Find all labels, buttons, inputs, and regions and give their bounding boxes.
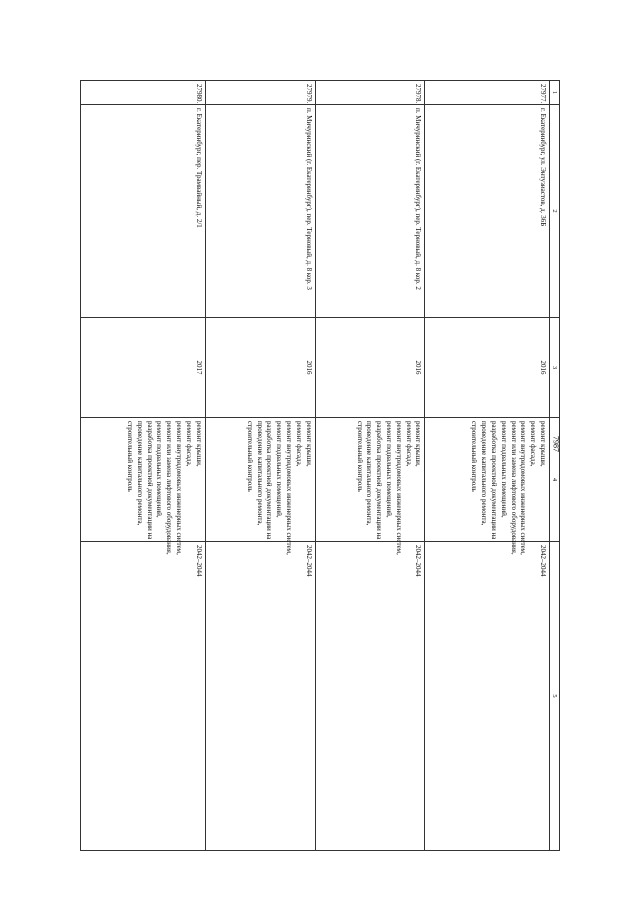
row-number: 27980.: [81, 81, 206, 105]
work-item: проведение капитального ремонта,: [255, 421, 264, 526]
work-item: разработка проектной документации на: [375, 421, 384, 540]
work-item: строительный контроль: [126, 421, 135, 492]
work-item: ремонт крыши,: [414, 421, 423, 467]
work-item: ремонт подвальных помещений,: [155, 421, 164, 518]
column-header: 1: [550, 81, 560, 105]
work-item: проведение капитального ремонта,: [135, 421, 144, 526]
address-cell: п. Мичуринский (г. Екатеринбург), пер. Терновый, д. 8 кор. 3: [205, 105, 315, 318]
table-row: [81, 81, 206, 851]
work-item: ремонт фасада,: [184, 421, 193, 467]
address-cell: п. Мичуринский (г. Екатеринбург), пер. Терновый, д. 8 кор. 2: [315, 105, 425, 318]
work-item: строительный контроль: [245, 421, 254, 492]
work-item: разработка проектной документации на: [145, 421, 154, 540]
work-item: проведение капитального ремонта,: [480, 421, 489, 526]
work-item: ремонт фасада,: [404, 421, 413, 467]
work-item: строительный контроль: [470, 421, 479, 492]
period-cell: 2042–2044: [205, 542, 315, 851]
address-cell: г. Екатеринбург, пер. Трамвайный, д. 2/1: [81, 105, 206, 318]
year-cell: 2017: [81, 318, 206, 418]
period-cell: 2042–2044: [81, 542, 206, 851]
work-item: ремонт фасада,: [294, 421, 303, 467]
column-number-row: [550, 81, 560, 851]
work-item: строительный контроль: [355, 421, 364, 492]
work-item: ремонт подвальных помещений,: [499, 421, 508, 518]
table-row: [315, 81, 425, 851]
work-item: ремонт крыши,: [194, 421, 203, 467]
table-row: [425, 81, 550, 851]
work-item: ремонт внутридомовых инженерных систем,: [519, 421, 528, 555]
works-cell: [205, 418, 315, 555]
work-item: ремонт внутридомовых инженерных систем,: [394, 421, 403, 555]
year-cell: 2016: [315, 318, 425, 418]
period-cell: 2042–2044: [425, 542, 550, 851]
work-item: ремонт крыши,: [304, 421, 313, 467]
works-cell: [81, 418, 206, 555]
page-number: 7987: [551, 436, 561, 452]
work-item: ремонт или замена лифтового оборудования,: [165, 421, 174, 555]
work-item: ремонт крыши,: [539, 421, 547, 467]
column-header: 5: [550, 542, 560, 851]
table-container: [80, 80, 560, 850]
year-cell: 2016: [205, 318, 315, 418]
work-item: ремонт подвальных помещений,: [385, 421, 394, 518]
works-cell: [425, 418, 550, 555]
works-cell: [315, 418, 425, 555]
work-item: ремонт или замена лифтового оборудования,: [509, 421, 518, 555]
work-item: проведение капитального ремонта,: [365, 421, 374, 526]
repair-schedule-table: [80, 80, 560, 851]
year-cell: 2016: [425, 318, 550, 418]
column-header: 4: [550, 418, 560, 542]
row-number: 27979.: [205, 81, 315, 105]
period-cell: 2042–2044: [315, 542, 425, 851]
work-item: разработка проектной документации на: [490, 421, 499, 540]
work-item: разработка проектной документации на: [265, 421, 274, 540]
row-number: 27978.: [315, 81, 425, 105]
work-item: ремонт подвальных помещений,: [275, 421, 284, 518]
table-row: [205, 81, 315, 851]
work-item: ремонт внутридомовых инженерных систем,: [284, 421, 293, 555]
column-header: 3: [550, 318, 560, 418]
address-cell: г. Екатеринбург, ул. Энтузиастов, д. 36Б: [425, 105, 550, 318]
column-header: 2: [550, 105, 560, 318]
work-item: ремонт внутридомовых инженерных систем,: [175, 421, 183, 555]
work-item: ремонт фасада,: [529, 421, 538, 467]
row-number: 27977.: [425, 81, 550, 105]
